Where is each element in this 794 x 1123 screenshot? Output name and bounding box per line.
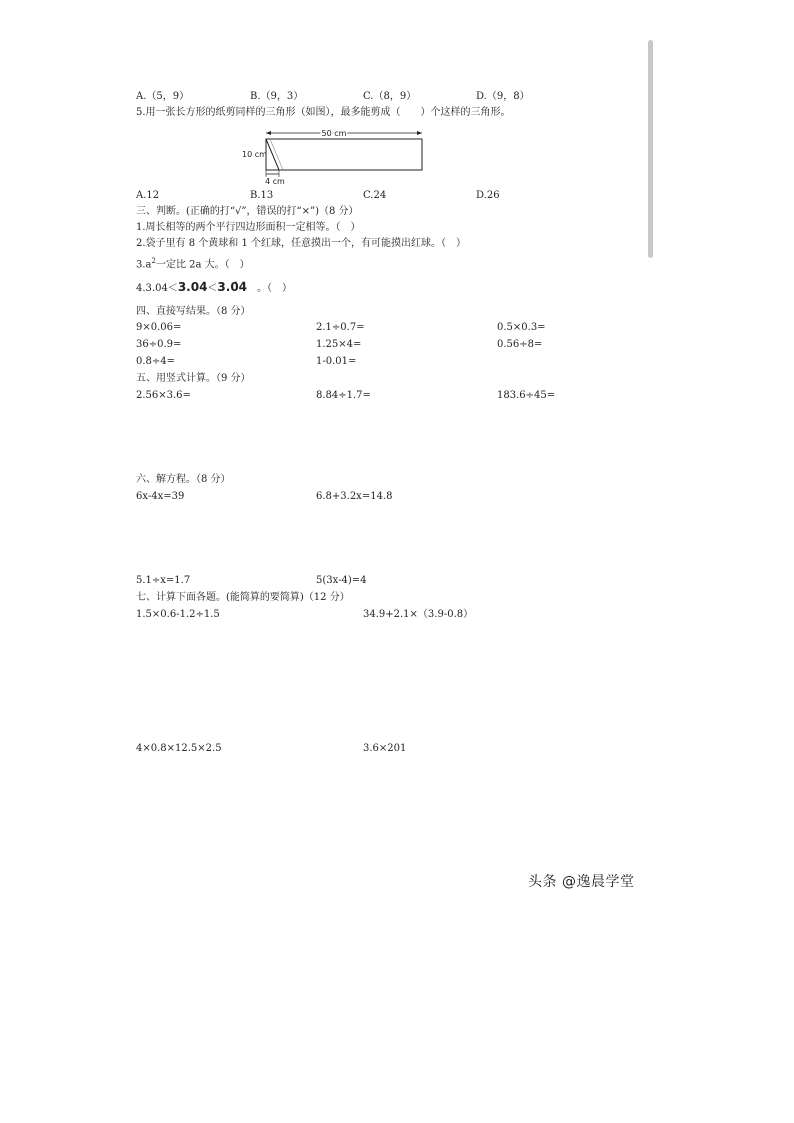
q5-option-a: A.12	[136, 190, 160, 201]
section-3-item-1: 1.周长相等的两个平行四边形面积一定相等。（ ）	[136, 222, 361, 233]
sec5-item-1: 2.56×3.6=	[136, 390, 191, 401]
figure-length-label: 50 cm	[321, 129, 347, 138]
sec5-item-3: 183.6÷45=	[497, 390, 556, 401]
item-4-mid: ＜	[207, 283, 218, 294]
sec4-r3-c2: 1-0.01=	[316, 356, 357, 367]
section-5-title: 五、用竖式计算。（9 分）	[136, 373, 251, 384]
sec6-r2-c2: 5(3x-4)=4	[316, 575, 367, 586]
sec6-r2-c1: 5.1÷x=1.7	[136, 575, 191, 586]
q5-question: 5.用一张长方形的纸剪同样的三角形（如图），最多能剪成（ ）个这样的三角形。	[136, 107, 511, 118]
item-3-prefix: 3.a	[136, 259, 152, 271]
sec4-r3-c1: 0.8÷4=	[136, 356, 176, 367]
section-3-item-3	[136, 254, 250, 272]
sec7-r2-c2: 3.6×201	[363, 743, 407, 754]
q5-option-c: C.24	[363, 190, 387, 201]
sec6-r1-c2: 6.8+3.2x=14.8	[316, 491, 393, 502]
item-3-suffix: 一定比 2a 大。（ ）	[155, 259, 250, 271]
section-6-title: 六、解方程。（8 分）	[136, 474, 231, 485]
sec4-r2-c1: 36÷0.9=	[136, 339, 182, 350]
sec4-r1-c3: 0.5×0.3=	[497, 322, 546, 333]
figure-base-label: 4 cm	[265, 177, 285, 186]
sec7-r1-c2: 34.9+2.1×（3.9-0.8）	[363, 609, 474, 620]
item-4-prefix: 4.3.04＜	[136, 283, 178, 294]
item-3-exponent: 2	[151, 257, 156, 265]
section-3-title: 三、判断。(正确的打“√”，错误的打“×”)（8 分）	[136, 206, 359, 217]
section-4-title: 四、直接写结果。（8 分）	[136, 306, 251, 317]
sec4-r1-c1: 9×0.06=	[136, 322, 182, 333]
rectangle-figure	[236, 124, 436, 186]
q5-option-d: D.26	[476, 190, 500, 201]
item-4-suffix: 。（ ）	[257, 283, 293, 294]
sec6-r1-c1: 6x-4x=39	[136, 491, 185, 502]
watermark: 头条 @逸晨学堂	[528, 874, 635, 890]
sec4-r1-c2: 2.1÷0.7=	[316, 322, 365, 333]
section-3-item-4	[136, 280, 292, 296]
sec7-r2-c1: 4×0.8×12.5×2.5	[136, 743, 222, 754]
q4-option-d: D.（9，8）	[476, 91, 530, 102]
sec4-r2-c3: 0.56÷8=	[497, 339, 543, 350]
sec5-item-2: 8.84÷1.7=	[316, 390, 371, 401]
q4-option-c: C.（8，9）	[363, 91, 417, 102]
item-4-value-2: 3.0̇4̇	[217, 280, 248, 294]
sec4-r2-c2: 1.25×4=	[316, 339, 362, 350]
sec7-r1-c1: 1.5×0.6-1.2÷1.5	[136, 609, 220, 620]
q4-option-a: A.（5，9）	[136, 91, 190, 102]
q4-option-b: B.（9，3）	[250, 91, 304, 102]
section-7-title: 七、计算下面各题。(能简算的要简算)（12 分）	[136, 592, 350, 603]
figure-height-label: 10 cm	[242, 150, 267, 159]
scrollbar[interactable]	[648, 40, 653, 258]
q5-option-b: B.13	[250, 190, 274, 201]
section-3-item-2: 2.袋子里有 8 个黄球和 1 个红球，任意摸出一个，有可能摸出红球。（ ）	[136, 238, 466, 249]
item-4-value-1: 3.04̇	[177, 280, 208, 294]
